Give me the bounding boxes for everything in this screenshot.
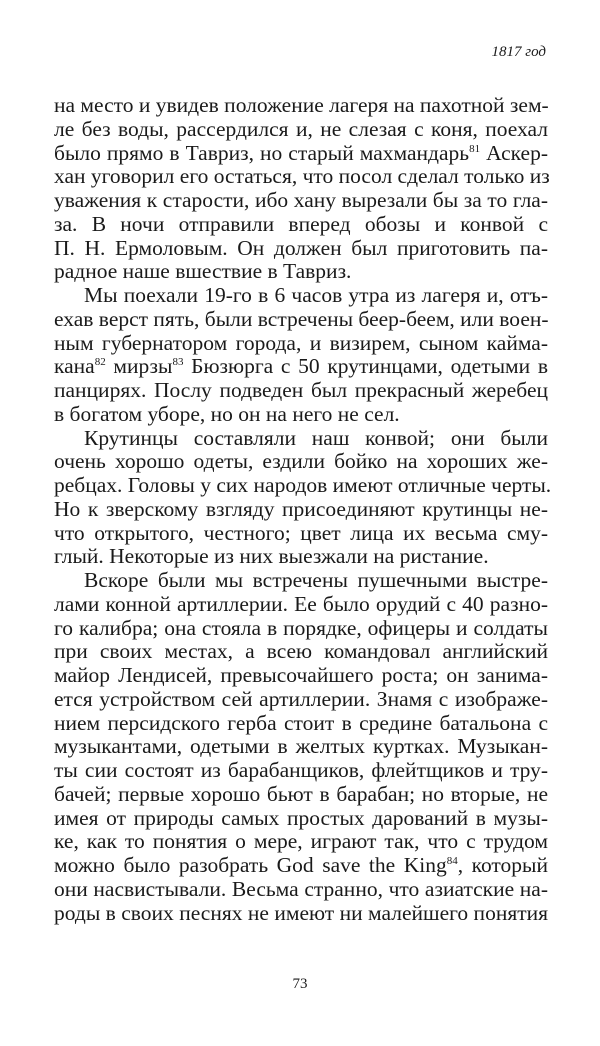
text-line <box>54 688 548 712</box>
text-run: лами конной артиллерии. Ее было орудий с 40 разно- <box>54 591 548 616</box>
text-line <box>54 450 548 474</box>
text-run: П. Н. Ермоловым. Он должен был приготовить па- <box>54 235 548 260</box>
text-run: Мы поехали 19-го в 6 часов утра из лагеря и, отъ- <box>84 283 548 307</box>
text-run: очень хорошо одеты, ездили бойко на хороших же- <box>54 449 548 474</box>
text-run: панцирях. Послу подведен был прекрасный жеребец <box>54 378 548 402</box>
text-run: ется устройством сей артиллерии. Знамя с изображе- <box>54 686 548 711</box>
text-line <box>54 237 548 261</box>
text-run: Но к зверскому взгляду присоединяют крутинцы не- <box>54 496 548 521</box>
text-run: имея от природы самых простых дарований в музы- <box>54 805 548 830</box>
text-run: Аскер- <box>480 140 548 165</box>
text-line <box>54 878 548 902</box>
text-run: в богатом уборе, но он на него не сел. <box>54 401 400 426</box>
text-run: ты сии состоят из барабанщиков, флейтщиков и тру- <box>54 758 548 782</box>
text-line <box>54 308 548 332</box>
text-run: музыкантами, одетыми в желтых куртках. Музыкан- <box>54 734 548 759</box>
text-run: бачей; первые хорошо бьют в барабан; но вторые, не <box>54 781 548 806</box>
text-line <box>54 332 548 356</box>
page-number: 73 <box>292 976 308 992</box>
text-run: радное наше вшествие в Тавриз. <box>54 259 352 284</box>
text-run: они насвистывали. Весьма странно, что азиатские на- <box>54 876 548 901</box>
text-run: было прямо в Тавриз, но старый махмандарь <box>54 140 470 165</box>
text-line <box>54 854 548 878</box>
text-run: Бюзюрга с 50 крутинцами, одетыми в <box>183 354 549 379</box>
footnote-ref[interactable]: 81 <box>469 142 481 155</box>
text-line <box>54 355 548 379</box>
text-run: , который <box>457 853 548 877</box>
text-run: уважения к старости, ибо хану вырезали бы за то гла- <box>54 188 548 212</box>
text-line <box>54 664 548 688</box>
text-run: ным губернатором города, и визирем, сыном кайма- <box>54 330 548 355</box>
text-run: на место и увидев положение лагеря на пахотной зем- <box>54 93 549 117</box>
text-run: ребцах. Головы у сих народов имеют отличные черты. <box>54 473 552 497</box>
text-run: нием персидского герба стоит в средине батальона с <box>54 710 548 735</box>
text-run: можно было разобрать God save the King <box>54 853 447 877</box>
text-run: за. В ночи отправили вперед обозы и конвой с <box>54 211 548 236</box>
text-line <box>54 284 548 308</box>
text-line <box>54 640 548 664</box>
text-line <box>54 403 548 427</box>
text-line <box>54 94 548 118</box>
text-line <box>54 142 548 166</box>
paragraph <box>54 569 548 925</box>
text-run: роды в своих песнях не имеют ни малейшего понятия <box>54 900 548 925</box>
text-run: Вскоре были мы встречены пушечными выстре- <box>84 568 548 592</box>
footnote-ref[interactable]: 83 <box>172 356 184 369</box>
text-run: ле без воды, рассердился и, не слезая с коня, поехал <box>54 116 548 141</box>
text-line <box>54 569 548 593</box>
text-run: го калибра; она стояла в порядке, офицеры и солдаты <box>54 615 548 640</box>
footnote-ref[interactable]: 84 <box>446 855 458 867</box>
body-text <box>54 93 552 925</box>
text-line <box>54 712 548 736</box>
text-line <box>54 902 548 926</box>
text-line <box>54 427 548 451</box>
text-line <box>54 498 548 522</box>
text-line <box>54 807 548 831</box>
text-line <box>54 522 548 546</box>
text-run: при своих местах, а всею командовал английский <box>54 639 548 664</box>
text-run: майор Лендисей, превысочайшего роста; он занима- <box>54 663 548 687</box>
running-head: 1817 год <box>491 44 546 60</box>
text-run: кана <box>54 354 95 379</box>
text-run: ехав верст пять, были встречены беер-беем, или воен- <box>54 306 549 331</box>
text-run: ке, как то понятия о мере, играют так, что с трудом <box>54 829 548 854</box>
text-run: хан уговорил его остаться, что посол сделал только из <box>54 164 550 189</box>
text-line <box>54 165 548 189</box>
text-line <box>54 260 548 284</box>
text-line <box>54 735 548 759</box>
text-line <box>54 473 552 498</box>
text-line <box>54 545 548 569</box>
text-run: Крутинцы составляли наш конвой; они были <box>84 425 548 450</box>
text-line <box>54 379 548 403</box>
text-line <box>54 189 548 213</box>
text-run: глый. Некоторые из них выезжали на ристание. <box>54 544 489 569</box>
footnote-ref[interactable]: 82 <box>94 356 106 369</box>
paragraph <box>54 94 548 284</box>
text-line <box>54 759 548 783</box>
text-run: мирзы <box>105 354 173 379</box>
paragraph <box>54 284 548 427</box>
text-line <box>54 617 548 641</box>
text-run: что открытого, честного; цвет лица их весьма сму- <box>54 520 548 545</box>
text-line <box>54 118 548 142</box>
text-line <box>54 593 548 617</box>
text-line <box>54 213 548 237</box>
paragraph <box>54 425 552 570</box>
text-line <box>54 830 548 854</box>
text-line <box>54 783 548 807</box>
